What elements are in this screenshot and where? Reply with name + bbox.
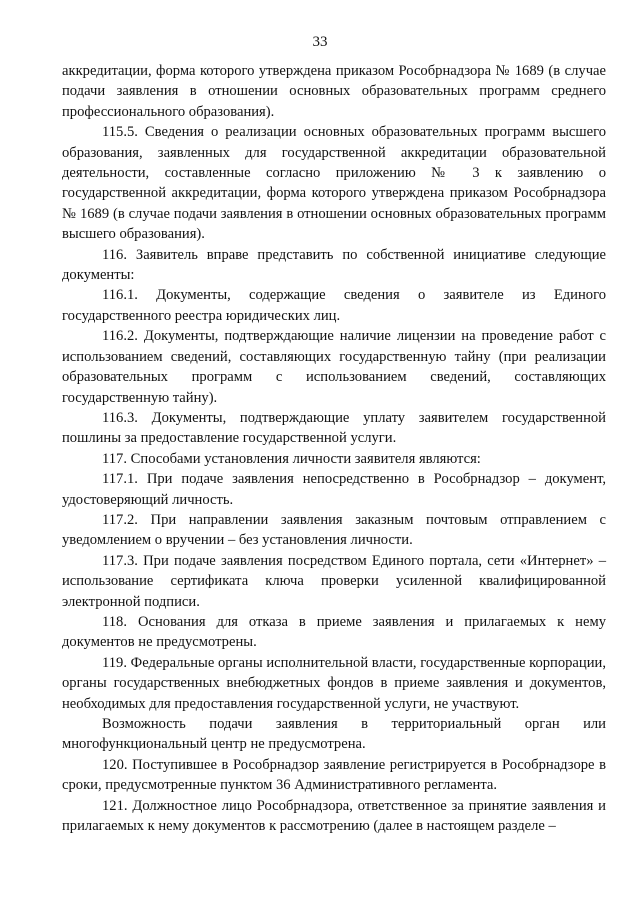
page-number: 33: [312, 34, 328, 50]
paragraph-119: 119. Федеральные органы исполнительной власти, государственные корпорации, органы государственных внебюджетных фондов в приеме заявления и документов, необходимых для предоставления государственной услуги, не участвуют.: [62, 654, 606, 712]
paragraph-118: 118. Основания для отказа в приеме заявления и прилагаемых к нему документов не предусмотрены.: [62, 613, 606, 651]
paragraph-117-2: 117.2. При направлении заявления заказным почтовым отправлением с уведомлением о вручении – без установления личности.: [62, 511, 606, 549]
paragraph-116: 116. Заявитель вправе представить по собственной инициативе следующие документы:: [62, 246, 606, 284]
paragraph-116-3: 116.3. Документы, подтверждающие уплату заявителем государственной пошлины за предоставление государственной услуги.: [62, 409, 606, 447]
paragraph-119-note: Возможность подачи заявления в территориальный орган или многофункциональный центр не предусмотрена.: [62, 716, 606, 753]
paragraph-121: 121. Должностное лицо Рособрнадзора, ответственное за принятие заявления и прилагаемых к нему документов к рассмотрению (далее в настоящем разделе –: [62, 797, 606, 835]
paragraph-120: 120. Поступившее в Рособрнадзор заявление регистрируется в Рособрнадзоре в сроки, предусмотренные пунктом 36 Административного регламента.: [62, 756, 606, 794]
document-body: [62, 61, 606, 836]
paragraph-continuation: аккредитации, форма которого утверждена приказом Рособрнадзора № 1689 (в случае подачи заявления в отношении основных образовательных программ среднего профессионального образования).: [62, 63, 606, 120]
paragraph-117-3: 117.3. При подаче заявления посредством Единого портала, сети «Интернет» – использование сертификата ключа проверки усиленной квалифицированной электронной подписи.: [62, 552, 606, 610]
paragraph-117-1: 117.1. При подаче заявления непосредственно в Рособрнадзор – документ, удостоверяющий личность.: [62, 471, 606, 508]
paragraph-116-1: 116.1. Документы, содержащие сведения о заявителе из Единого государственного реестра юридических лиц.: [62, 287, 606, 324]
paragraph-117: 117. Способами установления личности заявителя являются:: [102, 450, 481, 467]
paragraph-115-5: 115.5. Сведения о реализации основных образовательных программ высшего образования, заявленных для государственной аккредитации образовательной деятельности, составленные согласно приложению № 3 к заявлению о государственной аккредитации, форма которого утверждена приказом Рособрнадзора № 1689 (в случае подачи заявления в отношении основных образовательных программ высшего образования).: [62, 124, 606, 243]
paragraph-116-2: 116.2. Документы, подтверждающие наличие лицензии на проведение работ с использованием сведений, составляющих государственную тайну (при реализации образовательных программ с использованием сведений, составляющих государственную тайну).: [62, 328, 606, 406]
